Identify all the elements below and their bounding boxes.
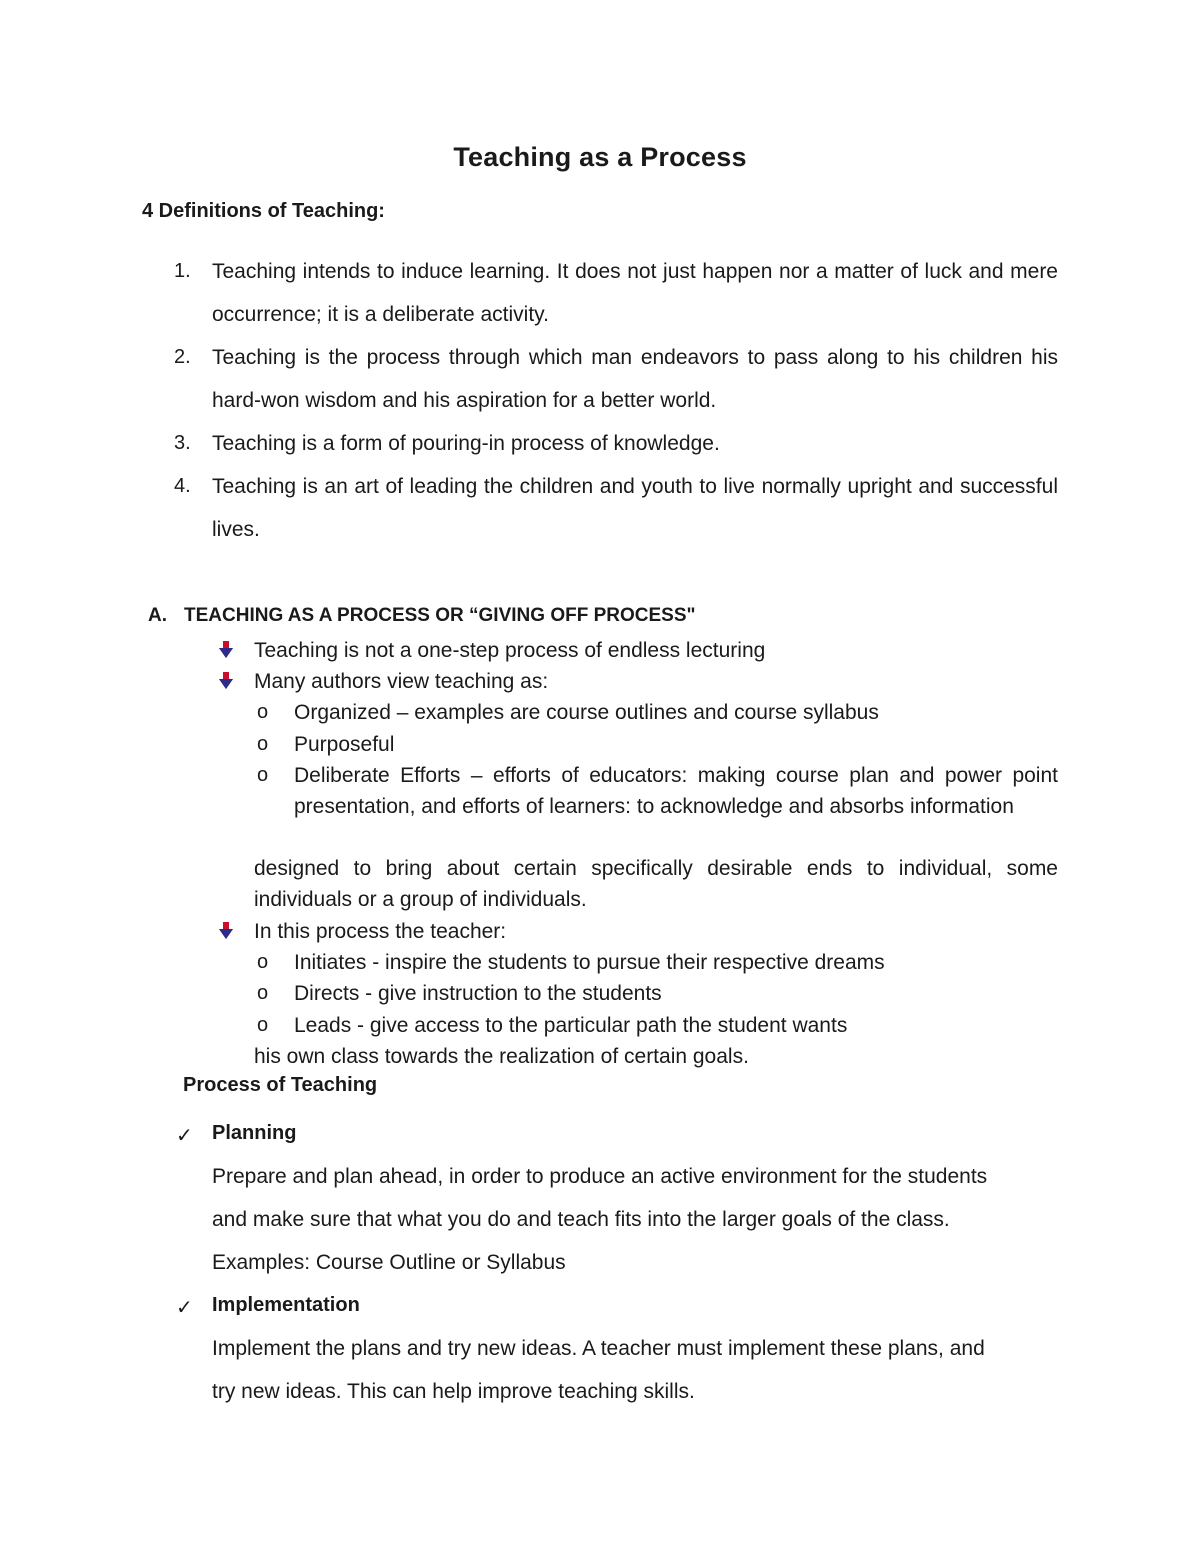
circle-bullet-icon: o (257, 1014, 269, 1036)
list-item (254, 635, 765, 666)
planning-text-line: Prepare and plan ahead, in order to produce an active environment for the students (212, 1165, 988, 1188)
bullet-text: Many authors view teaching as: (254, 670, 549, 693)
circle-bullet-icon: o (257, 982, 269, 1004)
role-text: Leads - give access to the particular path the student wants (294, 1014, 848, 1037)
list-item (257, 697, 1058, 728)
bullet-text: In this process the teacher: (254, 920, 507, 943)
definitions-heading: 4 Definitions of Teaching: (142, 200, 385, 222)
list-item (257, 729, 1058, 760)
list-item (254, 666, 548, 697)
process-heading: Process of Teaching (183, 1074, 378, 1096)
view-text: Organized – examples are course outlines and course syllabus (294, 701, 879, 724)
list-item (174, 422, 1058, 465)
implementation-text-line: try new ideas. This can help improve teaching skills. (212, 1380, 695, 1403)
definition-text: Teaching is an art of leading the children and youth to live normally upright and successful lives. (212, 475, 1058, 541)
list-number: 1. (174, 260, 191, 282)
list-item (174, 465, 1058, 551)
implementation-heading (176, 1294, 360, 1319)
list-number: 2. (174, 346, 191, 368)
page-title: Teaching as a Process (453, 142, 747, 172)
circle-bullet-icon: o (257, 951, 269, 973)
arrow-down-icon (218, 641, 234, 659)
views-continuation: designed to bring about certain specifically desirable ends to individual, some individuals or a group of individuals. (254, 857, 1058, 911)
implementation-label: Implementation (212, 1294, 360, 1316)
circle-bullet-icon: o (257, 733, 269, 755)
section-marker: A. (148, 605, 167, 626)
role-text: Initiates - inspire the students to pursue their respective dreams (294, 951, 885, 974)
planning-text-line: Examples: Course Outline or Syllabus (212, 1251, 566, 1274)
implementation-text-line: Implement the plans and try new ideas. A teacher must implement these plans, and (212, 1337, 985, 1360)
list-item (174, 336, 1058, 422)
planning-heading (176, 1122, 297, 1147)
arrow-down-icon (218, 672, 234, 690)
list-item (174, 250, 1058, 336)
definition-text: Teaching is a form of pouring-in process of knowledge. (212, 432, 720, 455)
roles-continuation: his own class towards the realization of certain goals. (254, 1045, 749, 1068)
circle-bullet-icon: o (257, 701, 269, 723)
section-title: TEACHING AS A PROCESS OR “GIVING OFF PROCESS" (184, 605, 696, 626)
list-item (257, 1010, 1058, 1041)
definition-text: Teaching is the process through which man endeavors to pass along to his children his hard-won wisdom and his aspiration for a better world. (212, 346, 1058, 412)
list-item (257, 978, 1058, 1009)
list-item (254, 916, 506, 947)
checkmark-icon: ✓ (176, 1125, 193, 1147)
list-number: 3. (174, 432, 191, 454)
view-text: Purposeful (294, 733, 395, 756)
list-item (257, 760, 1058, 822)
list-number: 4. (174, 475, 191, 497)
section-a-heading (148, 605, 696, 627)
bullet-text: Teaching is not a one-step process of endless lecturing (254, 639, 766, 662)
circle-bullet-icon: o (257, 764, 269, 786)
role-text: Directs - give instruction to the students (294, 982, 662, 1005)
checkmark-icon: ✓ (176, 1297, 193, 1319)
list-item (257, 947, 1058, 978)
definition-text: Teaching intends to induce learning. It does not just happen nor a matter of luck and mere occurrence; it is a deliberate activity. (212, 260, 1058, 326)
view-text: Deliberate Efforts – efforts of educators: making course plan and power point presentation, and efforts of learners: to acknowledge and absorbs information (294, 764, 1058, 818)
planning-label: Planning (212, 1122, 297, 1144)
planning-text-line: and make sure that what you do and teach fits into the larger goals of the class. (212, 1208, 950, 1231)
arrow-down-icon (218, 922, 234, 940)
